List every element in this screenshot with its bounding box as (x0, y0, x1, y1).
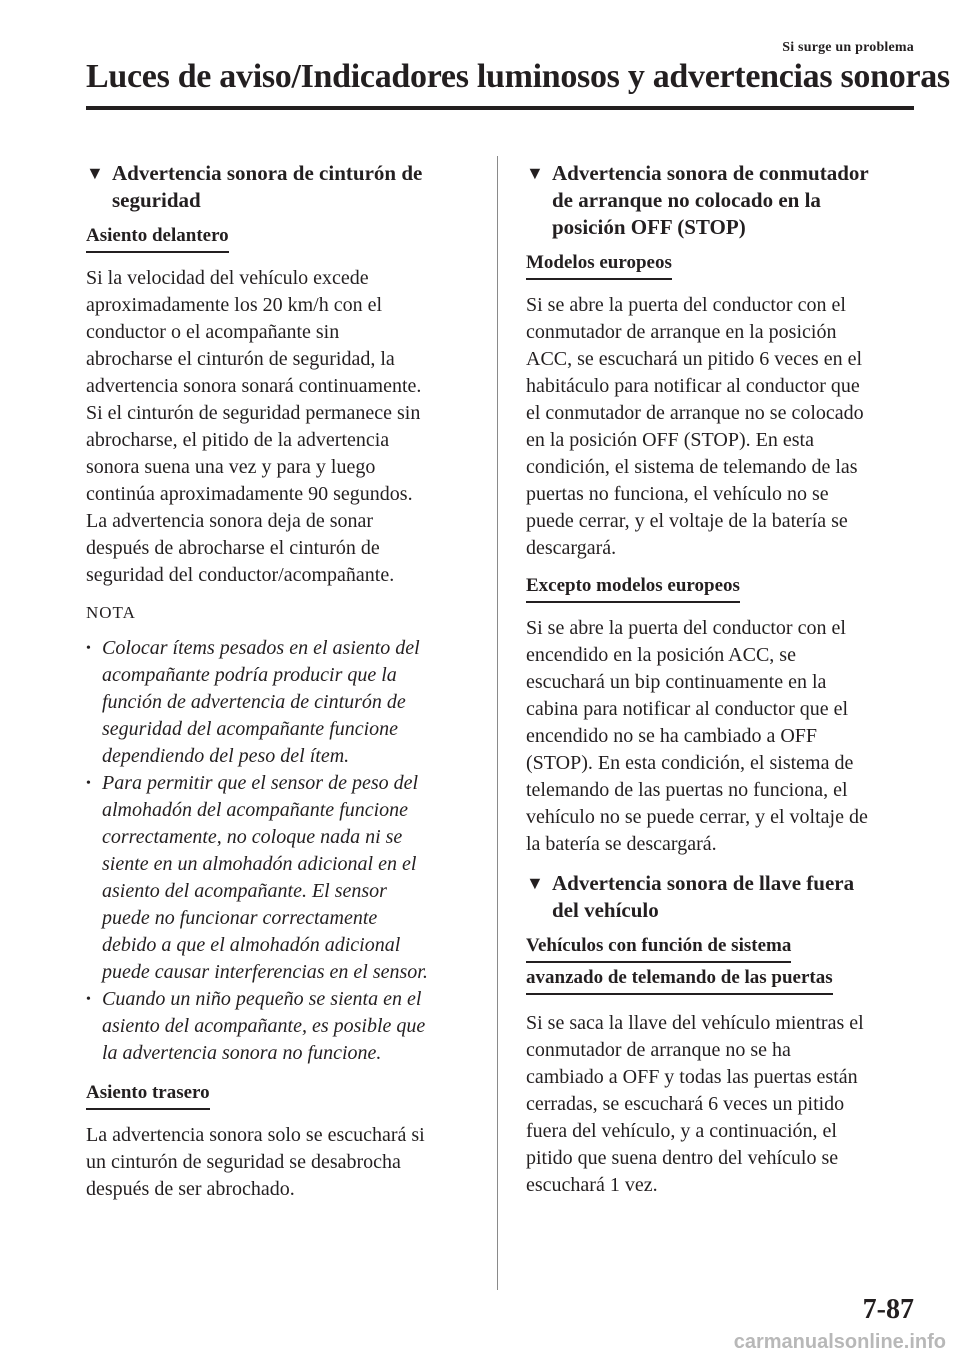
page-title: Luces de aviso/Indicadores luminosos y advertencias sonoras (86, 58, 950, 95)
text-line: Si la velocidad del vehículo excede (86, 267, 369, 289)
text-line: continúa aproximadamente 90 segundos. (86, 483, 413, 505)
text-line: conmutador de arranque no se ha (526, 1039, 791, 1061)
text-line: escuchará un bip continuamente en la (526, 671, 827, 693)
text-line: del vehículo (552, 898, 659, 922)
heading-seatbelt-warning (86, 160, 470, 214)
subheading-non-european-models: Excepto modelos europeos (526, 574, 740, 603)
text-line: Si se abre la puerta del conductor con el (526, 617, 846, 639)
bullet-icon: • (86, 776, 91, 791)
text-line: puertas no funciona, el vehículo no se (526, 483, 829, 505)
text-line: condición, el sistema de telemando de las (526, 456, 858, 478)
text-line: almohadón del acompañante funcione (102, 799, 409, 821)
text-line: correctamente, no coloque nada ni se (102, 826, 403, 848)
heading-ignition-warning (526, 160, 916, 241)
paragraph-keyless-vehicles (526, 1010, 916, 1199)
note-list (86, 635, 470, 1067)
title-rule (86, 106, 914, 110)
text-line: advertencia sonora sonará continuamente. (86, 375, 422, 397)
text-line: un cinturón de seguridad se desabrocha (86, 1151, 401, 1173)
text-line: asiento del acompañante, es posible que (102, 1015, 426, 1037)
text-line: Si se saca la llave del vehículo mientras el (526, 1012, 864, 1034)
text-line: conductor o el acompañante sin (86, 321, 340, 343)
text-line: Advertencia sonora de conmutador (552, 161, 869, 185)
text-line: acompañante podría producir que la (102, 664, 397, 686)
text-line: escuchará 1 vez. (526, 1174, 658, 1196)
text-line: (STOP). En esta condición, el sistema de (526, 752, 854, 774)
text-line: el conmutador de arranque no se colocado (526, 402, 864, 424)
text-line: encendido en la posición ACC, se (526, 644, 796, 666)
text-line: debido a que el almohadón adicional (102, 934, 401, 956)
text-line: posición OFF (STOP) (552, 215, 746, 239)
page-number: 7-87 (862, 1294, 914, 1325)
text-line: cambiado a OFF y todas las puertas están (526, 1066, 858, 1088)
watermark: carmanualsonline.info (733, 1331, 946, 1353)
subheading-european-models: Modelos europeos (526, 251, 672, 280)
text-line: puede causar interferencias en el sensor. (102, 961, 428, 983)
text-line: dependiendo del peso del ítem. (102, 745, 350, 767)
subheading-front-seat: Asiento delantero (86, 224, 229, 253)
note-item (86, 986, 470, 1067)
text-line: Advertencia sonora de llave fuera (552, 871, 855, 895)
text-line: cabina para notificar al conductor que el (526, 698, 849, 720)
text-line: siente en un almohadón adicional en el (102, 853, 417, 875)
paragraph-non-european-models (526, 615, 916, 858)
triangle-down-icon: ▼ (86, 163, 104, 183)
text-line: Si el cinturón de seguridad permanece sin (86, 402, 421, 424)
column-divider (497, 156, 498, 1290)
text-line: telemando de las puertas no funciona, el (526, 779, 848, 801)
note-item (86, 770, 470, 986)
text-line: función de advertencia de cinturón de (102, 691, 406, 713)
paragraph-rear-seat (86, 1122, 470, 1203)
text-line: cerradas, se escuchará 6 veces un pitido (526, 1093, 845, 1115)
triangle-down-icon: ▼ (526, 163, 544, 183)
subheading-line: Vehículos con función de sistema (526, 934, 791, 963)
text-line: Si se abre la puerta del conductor con el (526, 294, 846, 316)
text-line: en la posición OFF (STOP). En esta (526, 429, 814, 451)
text-line: asiento del acompañante. El sensor (102, 880, 387, 902)
text-line: seguridad del acompañante funcione (102, 718, 399, 740)
subheading-rear-seat: Asiento trasero (86, 1081, 210, 1110)
text-line: La advertencia sonora solo se escuchará si (86, 1124, 425, 1146)
paragraph-front-seat (86, 265, 470, 589)
text-line: seguridad del conductor/acompañante. (86, 564, 395, 586)
heading-key-outside-warning (526, 870, 916, 924)
text-line: habitáculo para notificar al conductor que (526, 375, 860, 397)
subheading-keyless-vehicles (526, 934, 833, 998)
paragraph-european-models (526, 292, 916, 562)
bullet-icon: • (86, 641, 91, 656)
text-line: encendido no se ha cambiado a OFF (526, 725, 818, 747)
text-line: seguridad (112, 188, 201, 212)
text-line: aproximadamente los 20 km/h con el (86, 294, 383, 316)
text-line: sonora suena una vez y para y luego (86, 456, 376, 478)
text-line: descargará. (526, 537, 617, 559)
text-line: abrocharse el cinturón de seguridad, la (86, 348, 395, 370)
left-column (86, 160, 470, 1215)
text-line: Advertencia sonora de cinturón de (112, 161, 423, 185)
text-line: pitido que suena dentro del vehículo se (526, 1147, 839, 1169)
text-line: puede no funcionar correctamente (102, 907, 378, 929)
text-line: la advertencia sonora no funcione. (102, 1042, 382, 1064)
text-line: la batería se descargará. (526, 833, 717, 855)
subheading-line: avanzado de telemando de las puertas (526, 966, 833, 995)
text-line: después de ser abrochado. (86, 1178, 295, 1200)
text-line: Colocar ítems pesados en el asiento del (102, 637, 420, 659)
text-line: fuera del vehículo, y a continuación, el (526, 1120, 837, 1142)
note-title: NOTA (86, 603, 136, 622)
text-line: conmutador de arranque en la posición (526, 321, 837, 343)
text-line: Cuando un niño pequeño se sienta en el (102, 988, 422, 1010)
text-line: La advertencia sonora deja de sonar (86, 510, 374, 532)
text-line: vehículo no se puede cerrar, y el voltaje de (526, 806, 868, 828)
text-line: Para permitir que el sensor de peso del (102, 772, 419, 794)
triangle-down-icon: ▼ (526, 873, 544, 893)
text-line: ACC, se escuchará un pitido 6 veces en el (526, 348, 863, 370)
text-line: puede cerrar, y el voltaje de la batería se (526, 510, 848, 532)
text-line: después de abrocharse el cinturón de (86, 537, 380, 559)
text-line: abrocharse, el pitido de la advertencia (86, 429, 390, 451)
note-item (86, 635, 470, 770)
section-label: Si surge un problema (782, 40, 914, 55)
text-line: de arranque no colocado en la (552, 188, 821, 212)
bullet-icon: • (86, 992, 91, 1007)
right-column (526, 160, 916, 1211)
